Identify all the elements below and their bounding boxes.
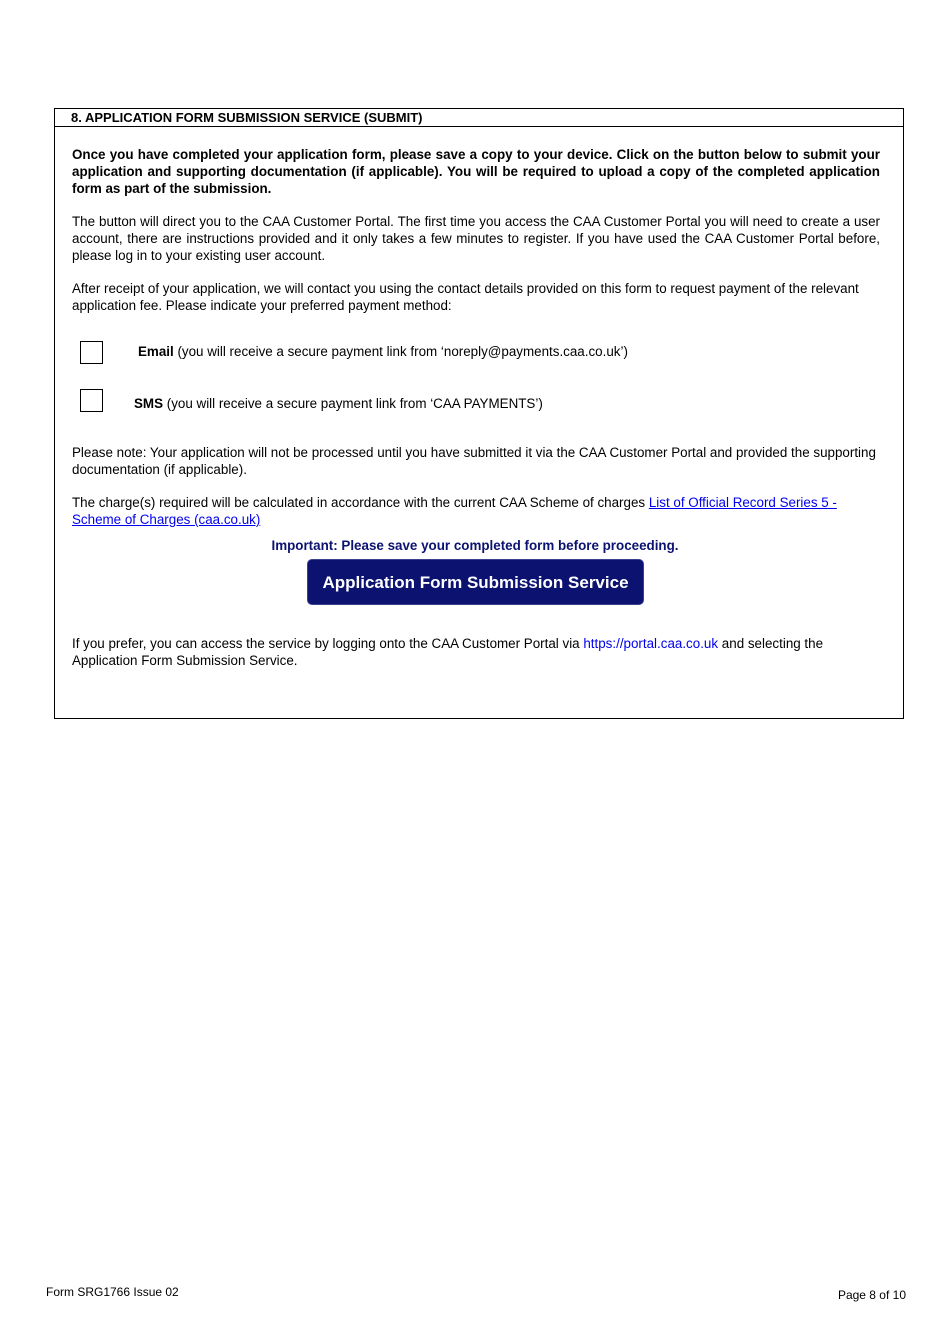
portal-link[interactable]: https://portal.caa.co.uk [583,636,719,651]
intro-paragraph: Once you have completed your application form, please save a copy to your device. Click on the button below to submit your application and supporting documentation (if applicable). You will be required to upload a copy of the completed application form as part of the submission. [72,147,880,196]
email-label: Email [138,344,174,359]
footer-form-id: Form SRG1766 Issue 02 [46,1285,179,1299]
email-desc: (you will receive a secure payment link from ‘noreply@payments.caa.co.uk’) [173,344,628,359]
email-option-label [138,344,628,359]
payment-paragraph: After receipt of your application, we will contact you using the contact details provided on this form to request payment of the relevant application fee. Please indicate your preferred payment method: [72,281,859,313]
section-box [54,108,904,719]
sms-checkbox[interactable] [80,389,103,412]
email-checkbox[interactable] [80,341,103,364]
important-notice: Important: Please save your completed form before proceeding. [271,538,679,553]
sms-option-label [134,396,543,411]
section-header [55,109,903,127]
sms-label: SMS [134,396,164,411]
portal-paragraph: The button will direct you to the CAA Customer Portal. The first time you access the CAA Customer Portal you will need to create a user account, there are instructions provided and it only takes a few minutes to register. If you have used the CAA Customer Portal before, please log in to your existing user account. [72,214,880,263]
note-paragraph: Please note: Your application will not be processed until you have submitted it via the CAA Customer Portal and provided the supporting documentation (if applicable). [72,445,876,477]
charges-link[interactable]: List of Official Record Series 5 - Scheme of Charges (caa.co.uk) [72,495,837,527]
sms-desc: (you will receive a secure payment link from ‘CAA PAYMENTS’) [163,396,543,411]
charges-paragraph [72,494,872,528]
section-title: 8. APPLICATION FORM SUBMISSION SERVICE (SUBMIT) [71,110,423,125]
prefer-paragraph [72,635,852,669]
footer-page-number: Page 8 of 10 [837,1288,906,1302]
charges-text: The charge(s) required will be calculated in accordance with the current CAA Scheme of charges [72,495,649,510]
prefer-text: If you prefer, you can access the service by logging onto the CAA Customer Portal via [72,636,584,651]
submission-service-button[interactable]: Application Form Submission Service [307,559,644,605]
prefer-text-end: and selecting the Application Form Submission Service. [72,636,824,668]
